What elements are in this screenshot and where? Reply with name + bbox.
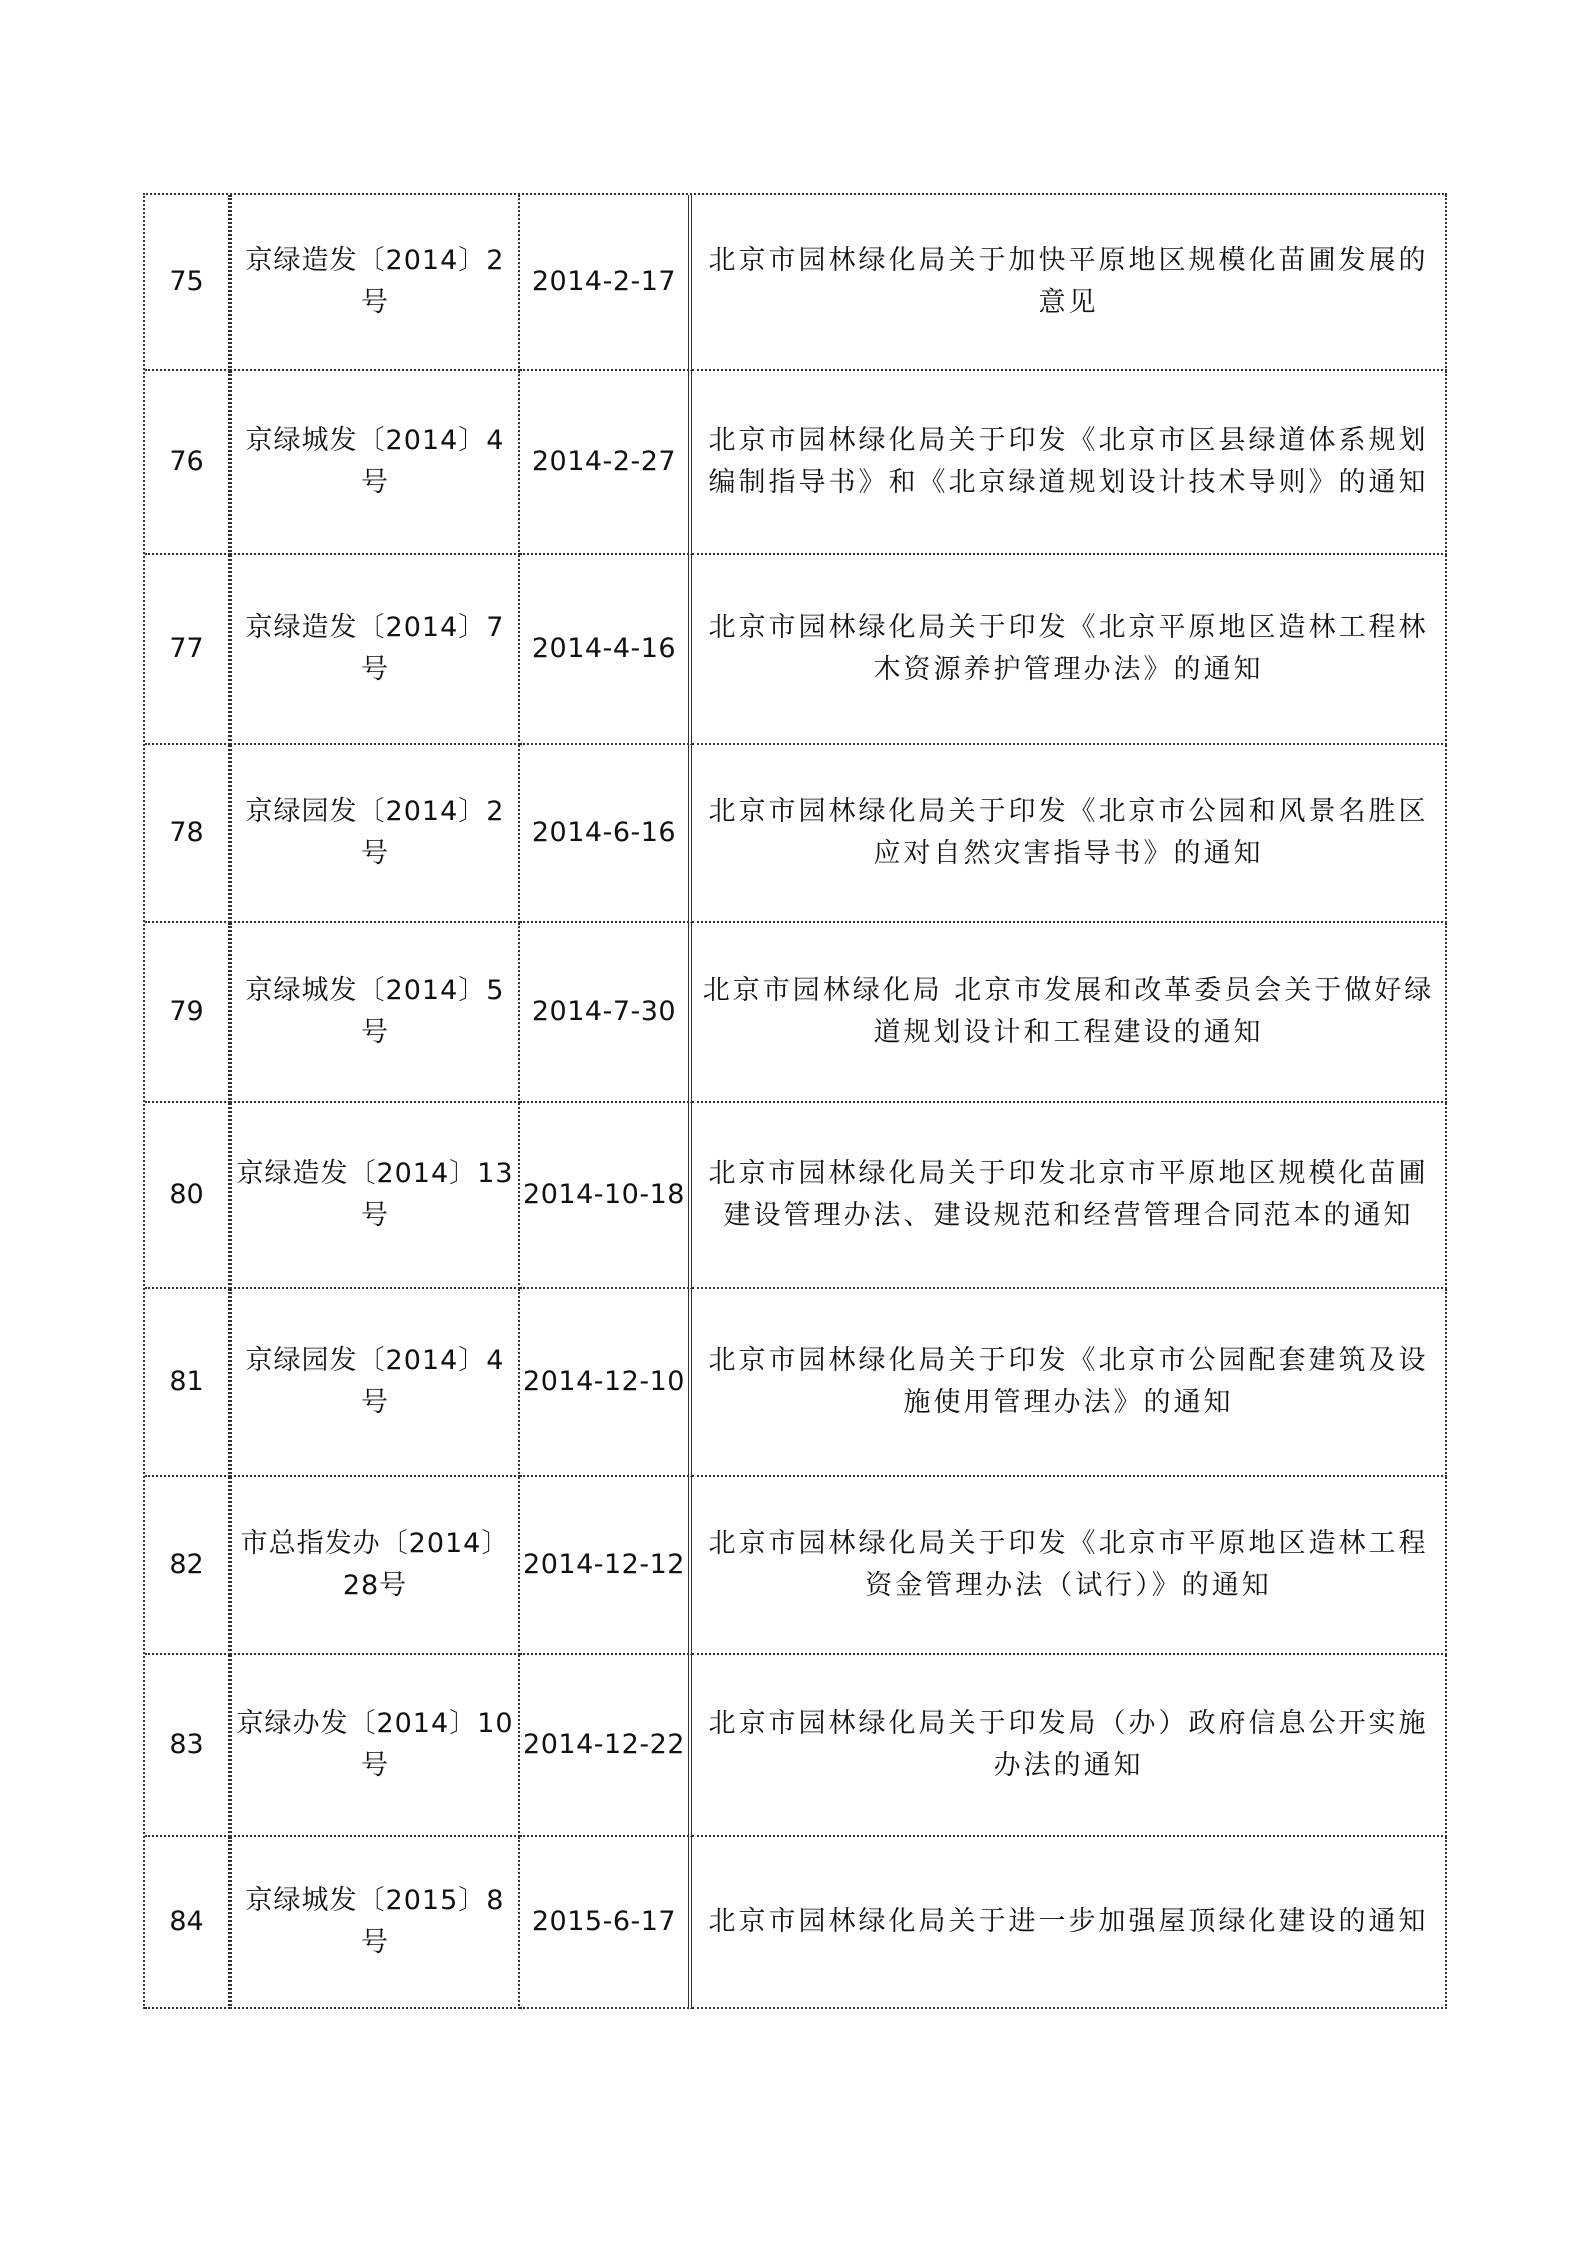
row-docno-text: 京绿城发〔2014〕4号: [245, 425, 505, 498]
row-docno-text: 京绿造发〔2014〕7号: [245, 612, 505, 685]
row-docno-cell: [230, 195, 520, 371]
row-docno-text: 京绿造发〔2014〕2号: [245, 245, 505, 318]
row-docno-text: 京绿园发〔2014〕2号: [245, 796, 505, 869]
row-date-cell: 2014-12-22: [520, 1655, 692, 1837]
row-title-cell: [692, 1477, 1447, 1655]
table-row: [145, 923, 1447, 1103]
row-docno-cell: [230, 1477, 520, 1655]
row-docno-cell: [230, 1103, 520, 1289]
row-seq-cell: 79: [145, 923, 230, 1103]
table-row: [145, 1837, 1447, 2009]
row-title-text: 北京市园林绿化局关于印发《北京平原地区造林工程林木资源养护管理办法》的通知: [708, 612, 1429, 685]
row-date-cell: 2015-6-17: [520, 1837, 692, 2009]
row-title-cell: [692, 1837, 1447, 2009]
row-title-cell: [692, 371, 1447, 555]
row-date-cell: 2014-2-27: [520, 371, 692, 555]
row-docno-cell: [230, 923, 520, 1103]
row-seq-cell: 84: [145, 1837, 230, 2009]
row-title-cell: [692, 1289, 1447, 1477]
row-docno-text: 京绿办发〔2014〕10号: [236, 1708, 514, 1781]
row-docno-cell: [230, 555, 520, 745]
row-title-cell: [692, 195, 1447, 371]
row-title-text: 北京市园林绿化局 北京市发展和改革委员会关于做好绿道规划设计和工程建设的通知: [702, 975, 1435, 1048]
row-seq-cell: 81: [145, 1289, 230, 1477]
row-docno-text: 京绿园发〔2014〕4号: [245, 1345, 505, 1418]
row-title-cell: [692, 1655, 1447, 1837]
row-docno-text: 京绿造发〔2014〕13号: [236, 1158, 514, 1231]
row-title-text: 北京市园林绿化局关于印发《北京市平原地区造林工程资金管理办法（试行）》的通知: [708, 1528, 1429, 1601]
row-title-text: 北京市园林绿化局关于印发《北京市公园和风景名胜区应对自然灾害指导书》的通知: [708, 796, 1429, 869]
row-title-text: 北京市园林绿化局关于加快平原地区规模化苗圃发展的意见: [708, 245, 1429, 318]
row-seq-cell: 83: [145, 1655, 230, 1837]
table-row: [145, 1655, 1447, 1837]
row-title-cell: [692, 745, 1447, 923]
row-date-cell: 2014-6-16: [520, 745, 692, 923]
table-row: [145, 195, 1447, 371]
row-docno-cell: [230, 745, 520, 923]
row-seq-cell: 78: [145, 745, 230, 923]
row-title-text: 北京市园林绿化局关于印发北京市平原地区规模化苗圃建设管理办法、建设规范和经营管理合同范本的通知: [708, 1158, 1429, 1231]
row-date-cell: 2014-2-17: [520, 195, 692, 371]
row-docno-cell: [230, 1837, 520, 2009]
row-title-text: 北京市园林绿化局关于印发《北京市公园配套建筑及设施使用管理办法》的通知: [708, 1345, 1429, 1418]
row-title-cell: [692, 923, 1447, 1103]
table-row: [145, 1477, 1447, 1655]
row-date-cell: 2014-12-12: [520, 1477, 692, 1655]
row-title-cell: [692, 1103, 1447, 1289]
row-date-cell: 2014-7-30: [520, 923, 692, 1103]
row-docno-cell: [230, 371, 520, 555]
table-row: [145, 1103, 1447, 1289]
row-docno-text: 京绿城发〔2014〕5号: [245, 975, 505, 1048]
row-date-cell: 2014-4-16: [520, 555, 692, 745]
row-title-cell: [692, 555, 1447, 745]
row-title-text: 北京市园林绿化局关于进一步加强屋顶绿化建设的通知: [708, 1906, 1429, 1937]
table-row: [145, 555, 1447, 745]
row-date-cell: 2014-12-10: [520, 1289, 692, 1477]
row-title-text: 北京市园林绿化局关于印发局（办）政府信息公开实施办法的通知: [708, 1708, 1429, 1781]
row-date-cell: 2014-10-18: [520, 1103, 692, 1289]
table-row: [145, 745, 1447, 923]
document-list-table: [143, 193, 1447, 2009]
row-seq-cell: 77: [145, 555, 230, 745]
row-docno-cell: [230, 1655, 520, 1837]
row-docno-cell: [230, 1289, 520, 1477]
row-docno-text: 市总指发办〔2014〕28号: [240, 1528, 510, 1601]
row-seq-cell: 80: [145, 1103, 230, 1289]
row-seq-cell: 76: [145, 371, 230, 555]
row-title-text: 北京市园林绿化局关于印发《北京市区县绿道体系规划编制指导书》和《北京绿道规划设计技术导则》的通知: [708, 425, 1429, 498]
row-seq-cell: 82: [145, 1477, 230, 1655]
row-seq-cell: 75: [145, 195, 230, 371]
table-row: [145, 371, 1447, 555]
row-docno-text: 京绿城发〔2015〕8号: [245, 1885, 505, 1958]
table-row: [145, 1289, 1447, 1477]
